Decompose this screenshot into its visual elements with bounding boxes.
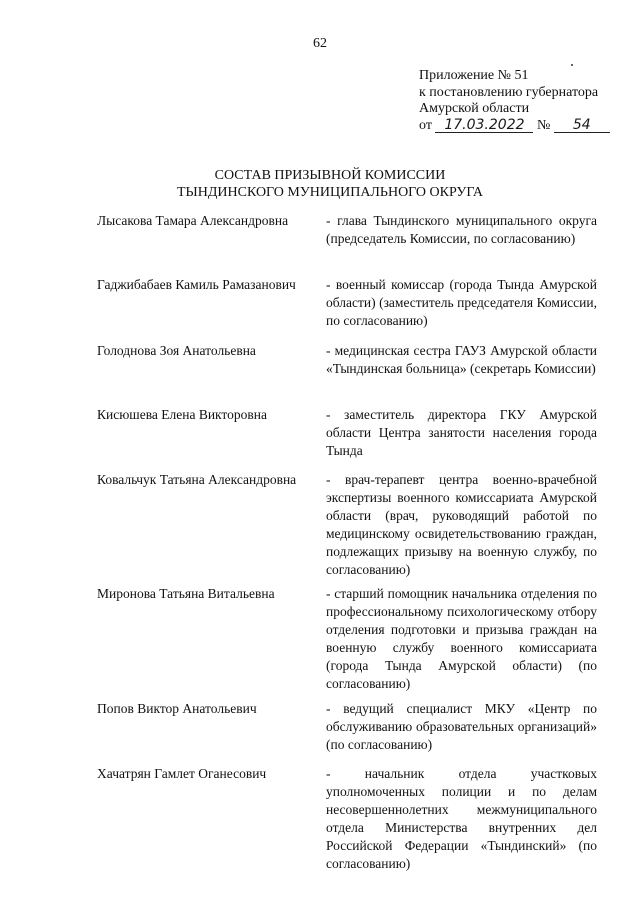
member-role: - глава Тындинского муниципального округа (председатель Комиссии, по согласованию) [326, 213, 597, 246]
handwritten-number: 54 [554, 118, 610, 133]
member-name: Кисюшева Елена Викторовна [97, 407, 267, 422]
member-name: Хачатрян Гамлет Оганесович [97, 766, 267, 781]
appendix-header [419, 68, 610, 134]
member-role: - врач-терапевт центра военно-врачебной экспертизы военного комиссариата Амурской области (врач, руководящий работой по медицинскому освидетельствованию граждан, подлежащих призыву на военную службу, по согласованию) [326, 472, 597, 577]
document-title [0, 167, 640, 201]
member-role: - начальник отдела участковых уполномоченных полиции и по делам несовершеннолетних межмуниципального отдела Министерства внутренних дел Российской Федерации «Тындинский» (по согласованию) [326, 766, 597, 871]
member-name: Голоднова Зоя Анатольевна [97, 343, 256, 358]
member-role: - медицинская сестра ГАУЗ Амурской области «Тындинская больница» (секретарь Комиссии) [326, 343, 597, 376]
appendix-line-1: Приложение № 51 [419, 68, 529, 83]
appendix-line-3: Амурской области [419, 101, 530, 116]
page-number: 62 [313, 36, 327, 51]
number-prefix: № [536, 117, 551, 133]
member-role: - ведущий специалист МКУ «Центр по обслуживанию образовательных организаций» (по согласованию) [326, 701, 597, 752]
member-name: Гаджибабаев Камиль Рамазанович [97, 277, 296, 292]
appendix-line-2: к постановлению губернатора [419, 84, 599, 100]
title-line-2: ТЫНДИНСКОГО МУНИЦИПАЛЬНОГО ОКРУГА [176, 185, 484, 200]
appendix-date-line [419, 118, 610, 135]
member-role: - старший помощник начальника отделения по профессиональному психологическому отбору отделения подготовки и призыва граждан на военную службу военного комиссариата (города Тында Амурской области) (по согласованию) [326, 586, 597, 691]
member-name: Попов Виктор Анатольевич [97, 701, 257, 716]
title-line-1: СОСТАВ ПРИЗЫВНОЙ КОМИССИИ [214, 168, 446, 183]
member-name: Миронова Татьяна Витальевна [97, 586, 275, 601]
member-name: Ковальчук Татьяна Александровна [97, 472, 297, 487]
scan-speck [571, 64, 573, 66]
member-name: Лысакова Тамара Александровна [97, 213, 289, 228]
member-role: - военный комиссар (города Тында Амурской области) (заместитель председателя Комиссии, по согласованию) [326, 277, 597, 328]
handwritten-date: 17.03.2022 [435, 118, 533, 133]
member-role: - заместитель директора ГКУ Амурской области Центра занятости населения города Тында [326, 407, 597, 458]
date-prefix: от [419, 117, 432, 133]
